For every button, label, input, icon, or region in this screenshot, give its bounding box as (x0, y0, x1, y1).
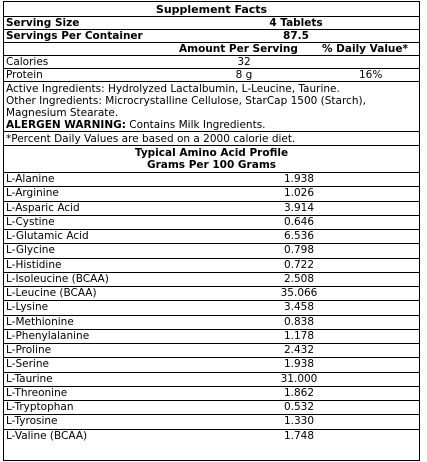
amino-acid-value: 0.646 (283, 215, 315, 228)
nutrient-dv: 16% (359, 69, 383, 81)
other-ingredients-line2: Magnesium Stearate. (6, 107, 119, 119)
amino-acid-value: 1.938 (283, 358, 315, 371)
amino-acid-row (4, 216, 419, 230)
amino-profile-title-line2: Grams Per 100 Grams (146, 159, 277, 171)
amino-acid-list (4, 173, 419, 444)
amino-acid-row (4, 173, 419, 187)
amino-acid-value: 6.536 (283, 230, 315, 242)
amino-acid-row (4, 244, 419, 258)
ingredients-block (4, 82, 419, 132)
amino-acid-name: L-Phenylalanine (6, 329, 90, 342)
amino-acid-value: 35.066 (280, 287, 318, 299)
amino-acid-name: L-Tryptophan (6, 401, 74, 413)
amino-acid-row (4, 273, 419, 287)
amino-acid-row (4, 301, 419, 315)
amino-acid-name: L-Proline (6, 344, 52, 356)
amino-acid-name: L-Leucine (BCAA) (6, 287, 97, 299)
amount-per-serving-header: Amount Per Serving (179, 43, 298, 55)
amino-acid-value: 2.508 (283, 272, 315, 285)
amino-acid-name: L-Threonine (6, 386, 68, 399)
amino-acid-name: L-Histidine (6, 258, 62, 271)
amino-acid-name: L-Glycine (6, 244, 55, 257)
amino-acid-row (4, 401, 419, 415)
nutrient-row (4, 56, 419, 69)
amino-acid-row (4, 415, 419, 429)
amino-acid-name: L-Serine (6, 358, 49, 371)
other-ingredients-line1: Other Ingredients: Microcrystalline Cellulose, StarCap 1500 (Starch), (6, 95, 366, 107)
amino-acid-name: L-Methionine (6, 315, 74, 328)
amino-acid-value: 1.748 (283, 429, 315, 442)
amino-acid-row (4, 259, 419, 273)
amino-acid-row (4, 187, 419, 201)
nutrient-name: Calories (6, 56, 49, 68)
nutrient-name: Protein (6, 69, 43, 81)
amino-acid-name: L-Taurine (6, 372, 53, 385)
servings-per-container-label: Servings Per Container (6, 30, 143, 42)
amino-acid-value: 1.178 (283, 329, 315, 342)
amino-acid-row (4, 387, 419, 401)
amino-acid-row (4, 330, 419, 344)
amino-acid-row (4, 202, 419, 216)
amino-acid-value: 1.862 (283, 386, 315, 399)
amino-acid-value: 0.532 (283, 401, 315, 413)
supplement-facts-panel (3, 1, 420, 461)
amino-acid-value: 1.026 (283, 187, 315, 200)
servings-per-container-value: 87.5 (283, 30, 309, 42)
daily-value-footnote: *Percent Daily Values are based on a 2000 calorie diet. (4, 132, 419, 146)
amino-acid-row (4, 373, 419, 387)
amino-acid-name: L-Tyrosine (6, 415, 58, 428)
amino-acid-value: 1.938 (283, 173, 315, 185)
amino-acid-value: 1.330 (283, 415, 315, 428)
amino-acid-name: L-Asparic Acid (6, 201, 80, 214)
amino-acid-row (4, 316, 419, 330)
amino-acid-name: L-Arginine (6, 187, 59, 200)
amino-profile-title-line1: Typical Amino Acid Profile (134, 147, 289, 159)
panel-title: Supplement Facts (4, 2, 419, 17)
allergen-warning (6, 119, 417, 131)
amino-acid-name: L-Glutamic Acid (6, 230, 89, 242)
amino-acid-name: L-Alanine (6, 173, 55, 185)
amino-acid-value: 3.914 (283, 201, 315, 214)
amino-acid-value: 0.838 (283, 315, 315, 328)
amino-acid-name: L-Lysine (6, 301, 49, 314)
active-ingredients: Active Ingredients: Hydrolyzed Lactalbumin, L-Leucine, Taurine. (6, 83, 340, 95)
serving-size-value: 4 Tablets (269, 17, 323, 29)
amount-header-row (4, 43, 419, 56)
nutrient-row (4, 69, 419, 82)
amino-acid-row (4, 358, 419, 372)
allergen-label: ALERGEN WARNING: (6, 119, 126, 131)
amino-acid-row (4, 230, 419, 244)
amino-acid-value: 0.722 (283, 258, 315, 271)
amino-acid-value: 2.432 (283, 344, 315, 356)
amino-acid-name: L-Cystine (6, 215, 55, 228)
amino-acid-value: 3.458 (283, 301, 315, 314)
servings-per-container-row (4, 30, 419, 43)
amino-acid-value: 31.000 (280, 372, 318, 385)
nutrient-amount: 8 g (235, 69, 253, 81)
amino-acid-row (4, 344, 419, 358)
amino-acid-row (4, 287, 419, 301)
amino-profile-title (4, 146, 419, 173)
allergen-text: Contains Milk Ingredients. (125, 119, 266, 131)
amino-acid-name: L-Isoleucine (BCAA) (6, 272, 109, 285)
amino-acid-row (4, 430, 419, 444)
nutrient-amount: 32 (237, 56, 251, 68)
daily-value-header: % Daily Value* (322, 43, 408, 55)
serving-size-label: Serving Size (6, 17, 80, 29)
serving-size-row (4, 17, 419, 30)
amino-acid-name: L-Valine (BCAA) (6, 429, 88, 442)
amino-acid-value: 0.798 (283, 244, 315, 257)
